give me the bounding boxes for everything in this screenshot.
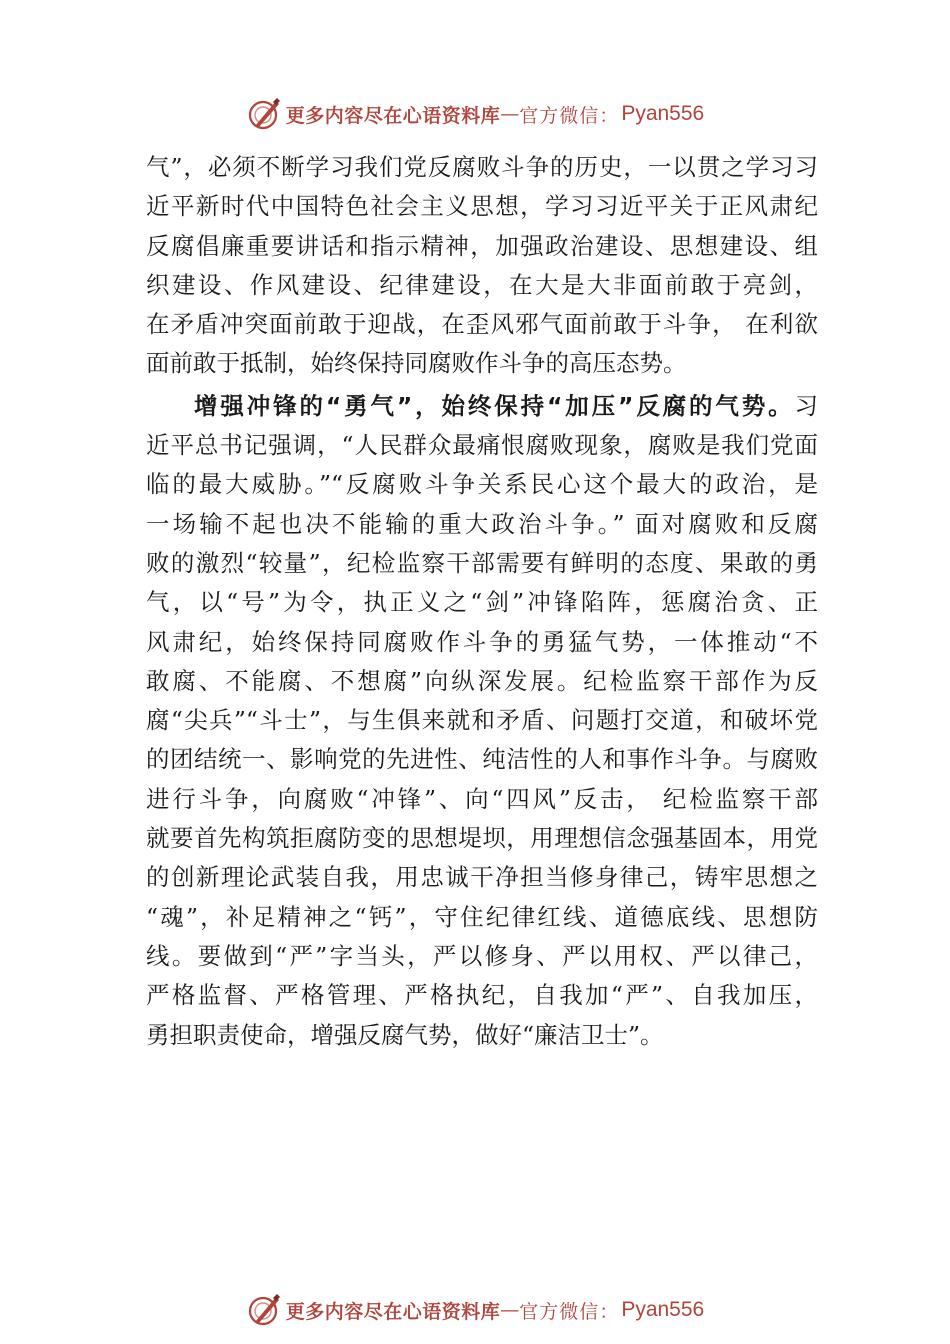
paragraph-1 xyxy=(146,148,818,384)
text-line: 腐“尖兵”“斗士”，与生俱来就和矛盾、问题打交道，和破坏党 xyxy=(146,706,818,735)
quill-seal-icon xyxy=(246,1292,282,1328)
text-line: 近平新时代中国特色社会主义思想，学习习近平关于正风肃纪 xyxy=(146,192,818,221)
text-line: 一场输不起也决不能输的重大政治斗争。” 面对腐败和反腐 xyxy=(146,509,818,538)
text-line: 败的激烈“较量”，纪检监察干部需要有鲜明的态度、果敢的勇 xyxy=(146,548,818,577)
header-separator: — xyxy=(500,103,520,125)
text-line: 的创新理论武装自我，用忠诚干净担当修身律己，铸牢思想之 xyxy=(146,863,818,892)
header-banner xyxy=(0,94,950,134)
paragraph-2-first-line xyxy=(146,387,818,426)
footer-wechat-id: Pyan556 xyxy=(621,1298,705,1321)
text-line: 风肃纪，始终保持同腐败作斗争的勇猛气势，一体推动“不 xyxy=(146,627,818,656)
text-line: 进行斗争，向腐败“冲锋”、向“四风”反击， 纪检监察干部 xyxy=(146,784,818,813)
footer-separator: — xyxy=(500,1299,520,1321)
text-line: 气，以“号”为令，执正义之“剑”冲锋陷阵，惩腐治贪、正 xyxy=(146,588,818,617)
header-wechat-label: 官方微信： xyxy=(519,104,620,127)
text-line: 面前敢于抵制，始终保持同腐败作斗争的高压态势。 xyxy=(146,349,687,378)
text-line: 临的最大威胁。”“反腐败斗争关系民心这个最大的政治，是 xyxy=(146,470,818,499)
text-line: 线。要做到“严”字当头，严以修身、严以用权、严以律己， xyxy=(146,941,818,970)
text-line: 近平总书记强调，“人民群众最痛恨腐败现象，腐败是我们党面 xyxy=(146,431,818,460)
text-line: 反腐倡廉重要讲话和指示精神，加强政治建设、思想建设、组 xyxy=(146,231,818,260)
text-fragment: 习 xyxy=(794,391,818,420)
text-line: 就要首先构筑拒腐防变的思想堤坝，用理想信念强基固本，用党 xyxy=(146,824,818,853)
text-line: 织建设、作风建设、纪律建设，在大是大非面前敢于亮剑， xyxy=(146,270,818,299)
header-wechat-id: Pyan556 xyxy=(621,102,705,125)
text-line: 的团结统一、影响党的先进性、纯洁性的人和事作斗争。与腐败 xyxy=(146,745,818,774)
footer-banner xyxy=(0,1290,950,1330)
header-slogan: 更多内容尽在心语资料库 xyxy=(285,104,501,127)
footer-slogan: 更多内容尽在心语资料库 xyxy=(285,1300,501,1323)
text-line: 在矛盾冲突面前敢于迎战，在歪风邪气面前敢于斗争， 在利欲 xyxy=(146,310,818,339)
document-body xyxy=(146,148,818,1055)
paragraph-heading: 增强冲锋的“勇气”，始终保持“加压”反腐的气势。 xyxy=(194,391,795,420)
text-line: 严格监督、严格管理、严格执纪，自我加“严”、自我加压， xyxy=(146,981,818,1010)
text-line: 勇担职责使命，增强反腐气势，做好“廉洁卫士”。 xyxy=(146,1020,664,1049)
paragraph-2 xyxy=(146,387,818,1055)
footer-wechat-label: 官方微信： xyxy=(519,1300,620,1323)
quill-seal-icon xyxy=(246,96,282,132)
text-line: 敢腐、不能腐、不想腐”向纵深发展。纪检监察干部作为反 xyxy=(146,666,818,695)
text-line: 气”，必须不断学习我们党反腐败斗争的历史，一以贯之学习习 xyxy=(146,153,818,181)
text-line: “魂”，补足精神之“钙”，守住纪律红线、道德底线、思想防 xyxy=(146,902,818,931)
